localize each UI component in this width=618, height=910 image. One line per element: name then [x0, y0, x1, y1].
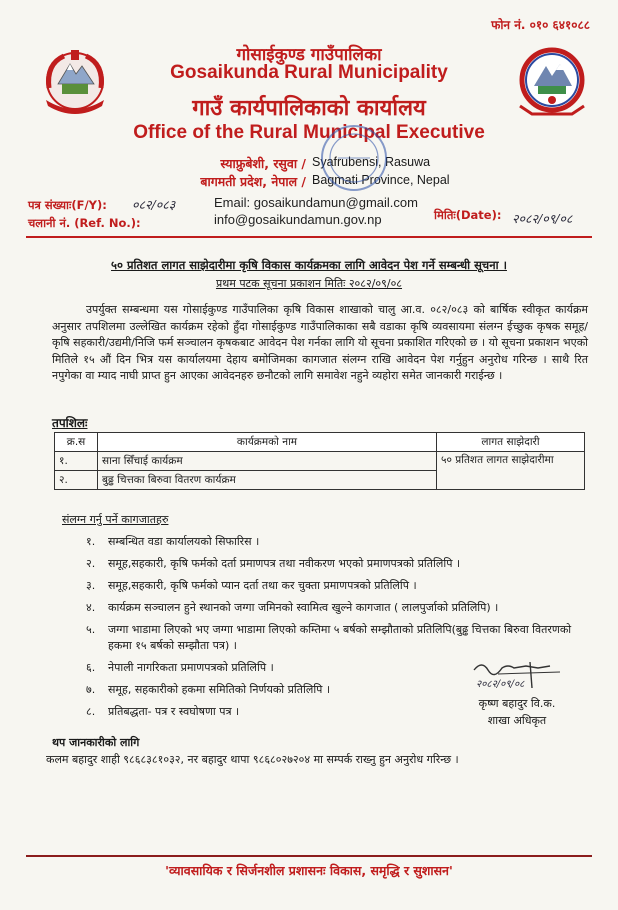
signature-date: २०८२/०९/०८: [476, 679, 525, 690]
office-stamp: [318, 122, 390, 194]
col-header-cost-share: लागत साझेदारी: [437, 433, 585, 452]
table-label: तपशिलः: [52, 416, 88, 430]
col-header-program: कार्यक्रमको नाम: [98, 433, 437, 452]
list-item: ८. प्रतिबद्धता- पत्र र स्वघोषणा पत्र ।: [86, 705, 240, 718]
notice-published-date: प्रथम पटक सूचना प्रकाशन मितिः २०८२/०९/०८: [215, 277, 403, 290]
address-line1-english: Syafrubensi, Rasuwa: [312, 155, 431, 169]
footer-divider: [26, 855, 592, 857]
table-row: [55, 452, 585, 471]
office-name-nepali: गाउँ कार्यपालिकाको कार्यालय: [192, 96, 426, 121]
address-line1-nepali: स्याफ्रुबेशी, रसुवा /: [220, 156, 306, 171]
documents-heading: संलग्न गर्नु पर्ने कागजातहरु: [62, 513, 169, 526]
notice-body-text: उपर्युक्त सम्बन्धमा यस गोसाईकुण्ड गाउँपालिका कृषि विकास शाखाको चालु आ.व. ०८२/०८३ को बार्षिक स्वीकृत कार्यक्रम अनुसार तपशिलमा उल्लेखित कार्यक्रम रहेको हुँदा गोसाईकुण्ड गाउँपालिकाका सबै वडाका कृषि व्यवसायमा संलग्न ईच्छुक कृषक समूह/कृषि सहकारी/उद्यमी/निजि फर्म सञ्चालन कृषकबाट आवेदन पेश गर्नका लागि यो सूचना प्रकाशित गरिएको छ । यो सूचना प्रकाशन भएको मितिले १५ औं दिन भित्र यस कार्यालयमा देहाय बमोजिमका कागजात संलग्न राखि आवेदन पेश गर्नुहुन अनुरोध गरिन्छ । साथै रित नपुगेका वा म्याद नाघी प्राप्त हुन आएका आवेदनहरु छनौटको लागि समावेश नहुने व्यहोरा समेत जानकारी गराईन्छ ।: [52, 303, 588, 382]
notice-subject: ५० प्रतिशत लागत साझेदारीमा कृषि विकास कार्यक्रमका लागि आवेदन पेश गर्ने सम्बन्धी सूचना ।: [111, 258, 507, 272]
table-header-row: [55, 433, 585, 452]
list-item: ७. समूह, सहकारीको हकमा समितिको निर्णयको प्रतिलिपि ।: [86, 683, 331, 696]
address-line2-nepali: बागमती प्रदेश, नेपाल /: [200, 174, 306, 189]
cell-cost-share: ५० प्रतिशत लागत साझेदारीमा: [437, 452, 585, 490]
date-label: मितिः(Date):: [434, 208, 502, 222]
phone-number: फोन नं. ०१० ६४१०८८: [491, 18, 590, 32]
cell-sn: १.: [55, 452, 98, 471]
contact-text: कलम बहादुर शाही ९८६८३८१०३२, नर बहादुर थापा ९८६८०२७२०४ मा सम्पर्क राख्नु हुन अनुरोध गरिन्छ ।: [46, 753, 459, 766]
list-item: ४. कार्यक्रम सञ्चालन हुने स्थानको जग्गा जमिनको स्वामित्व खुल्ने कागजात ( लालपुर्जाको प्रतिलिपि) ।: [86, 601, 499, 614]
fy-value: ०८२/०८३: [132, 197, 176, 212]
signatory-name: कृष्ण बहादुर वि.क.: [478, 697, 556, 710]
cell-program: साना सिँचाई कार्यक्रम: [98, 452, 437, 471]
col-header-sn: क्र.स: [55, 433, 98, 452]
email-primary: Email: gosaikundamun@gmail.com: [214, 195, 418, 210]
notice-body: [52, 302, 588, 385]
list-item: १. सम्बन्धित वडा कार्यालयको सिफारिस ।: [86, 535, 260, 548]
office-name-english: Office of the Rural Municipal Executive: [133, 122, 485, 143]
list-item: ३. समूह,सहकारी, कृषि फर्मको प्यान दर्ता तथा कर चुक्ता प्रमाणपत्रको प्रतिलिपि ।: [86, 579, 417, 592]
municipality-name-english: Gosaikunda Rural Municipality: [170, 62, 448, 83]
fy-label: पत्र संख्याः(F/Y):: [28, 198, 107, 212]
email-secondary: info@gosaikundamun.gov.np: [214, 212, 382, 227]
cell-program: बुढ्ढ चित्तका बिरुवा वितरण कार्यक्रम: [98, 471, 437, 490]
list-item: ६. नेपाली नागरिकता प्रमाणपत्रको प्रतिलिपि ।: [86, 661, 274, 674]
contact-heading: थप जानकारीको लागि: [52, 736, 140, 749]
municipality-name-nepali: गोसाईकुण्ड गाउँपालिका: [236, 45, 382, 65]
header-divider: [26, 236, 592, 238]
date-value: २०८२/०९/०८: [512, 211, 573, 226]
signatory-title: शाखा अधिकृत: [487, 714, 547, 727]
list-item: २. समूह,सहकारी, कृषि फर्मको दर्ता प्रमाणपत्र तथा नवीकरण भएको प्रमाणपत्रको प्रतिलिपि ।: [86, 557, 461, 570]
program-table: [54, 432, 585, 490]
ref-label: चलानी नं. (Ref. No.):: [28, 216, 141, 230]
address-line2-english: Bagmati Province, Nepal: [312, 173, 450, 187]
cell-sn: २.: [55, 471, 98, 490]
list-item: ५. जग्गा भाडामा लिएको भए जग्गा भाडामा लिएको कम्तिमा ५ बर्षको सम्झौताको प्रतिलिपि(बुढ्ढ चित्तका बिरुवा वितरणको हकमा १५ बर्षको सम्झौता पत्र) ।: [86, 623, 572, 652]
footer-slogan: 'व्यावसायिक र सिर्जनशील प्रशासनः विकास, समृद्धि र सुशासन': [165, 863, 453, 878]
